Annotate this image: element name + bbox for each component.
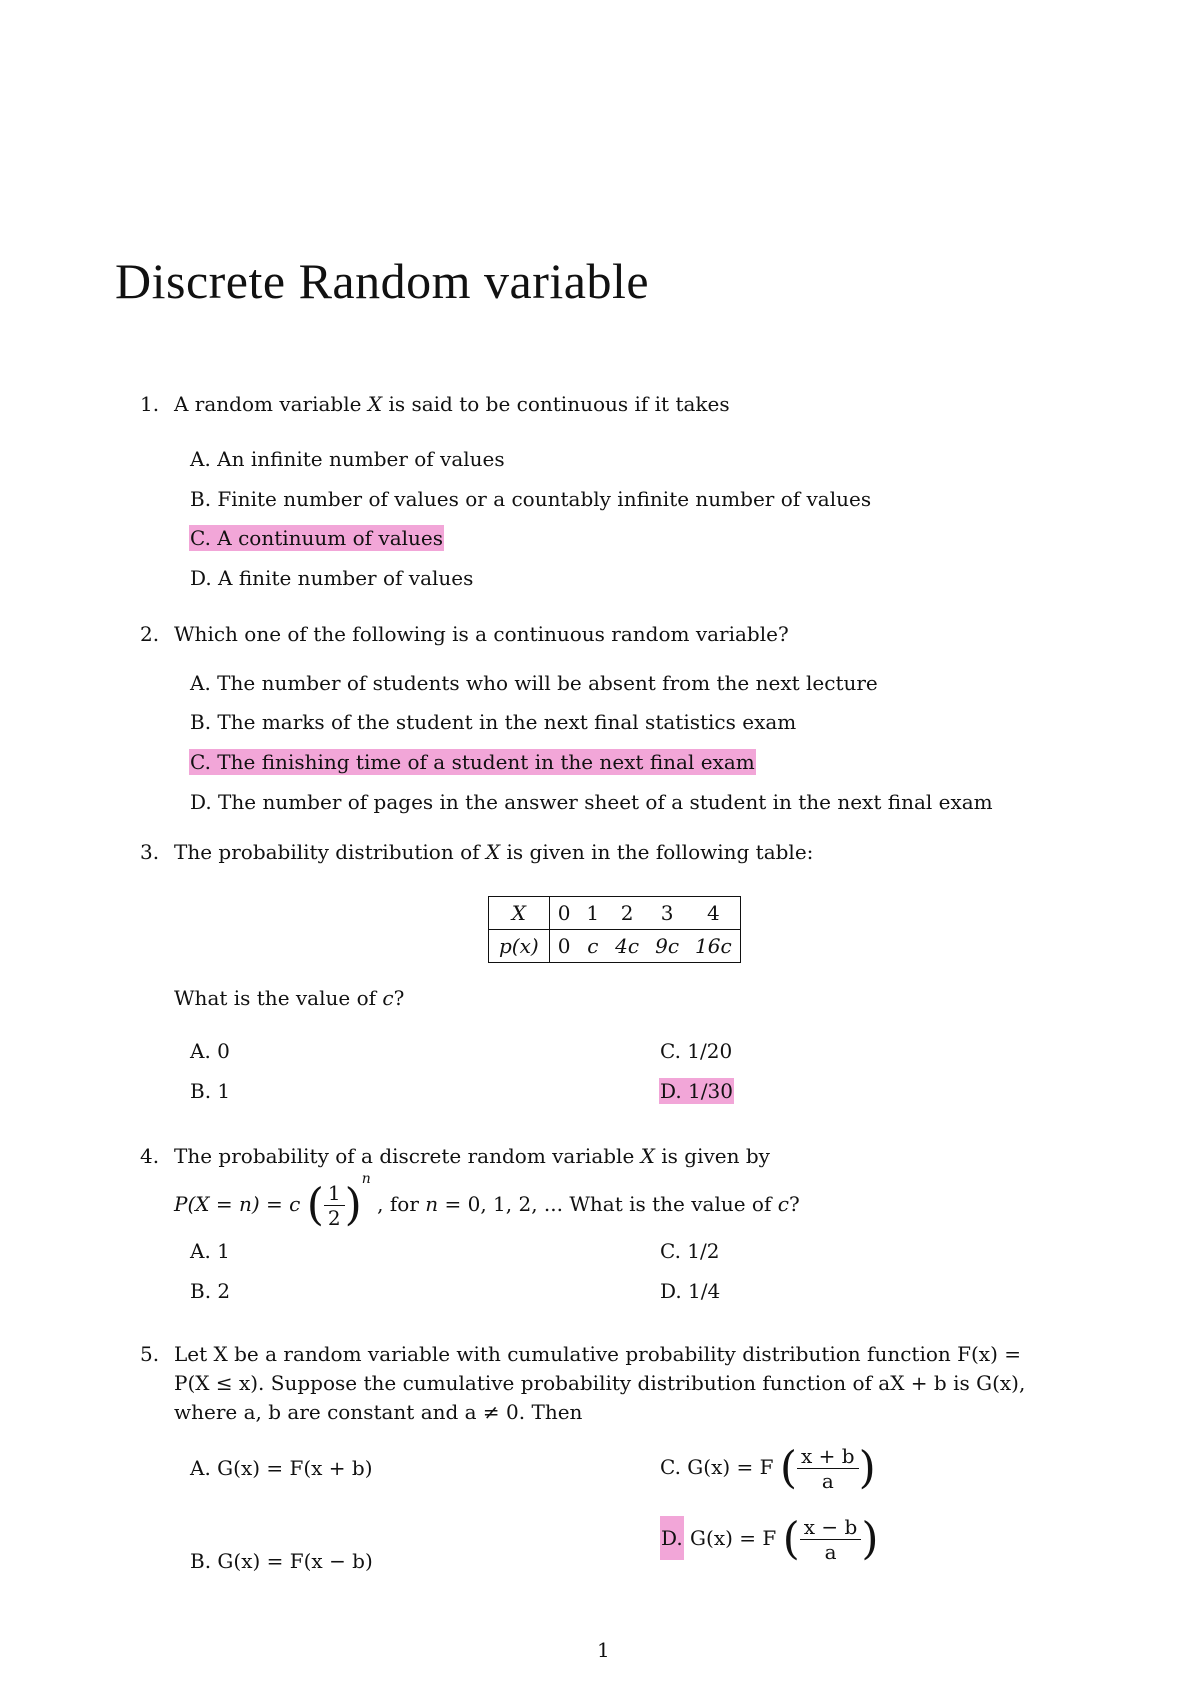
table-row bbox=[489, 930, 741, 963]
question-number: 4. bbox=[140, 1144, 160, 1168]
q5-option-a: A. G(x) = F(x + b) bbox=[190, 1456, 373, 1480]
question-number: 1. bbox=[140, 392, 160, 416]
table-cell: 2 bbox=[607, 897, 647, 930]
q3-question-line: What is the value of c? bbox=[174, 986, 405, 1010]
q3-option-b: B. 1 bbox=[190, 1079, 231, 1103]
table-cell: 16c bbox=[687, 930, 740, 963]
q2-option-c-highlighted: C. The finishing time of a student in the next final exam bbox=[190, 750, 755, 774]
probability-table bbox=[488, 896, 741, 963]
table-cell: 4 bbox=[687, 897, 740, 930]
q5-option-b: B. G(x) = F(x − b) bbox=[190, 1549, 373, 1573]
q4-option-d: D. 1/4 bbox=[660, 1279, 721, 1303]
question-stem: The probability of a discrete random variable X is given by bbox=[174, 1144, 770, 1168]
fraction: $\frac{x + b}{a}$ bbox=[797, 1444, 859, 1493]
table-cell: c bbox=[578, 930, 607, 963]
q4-formula: P(X = n) = c ( $\frac{1}{2}$ )$^n$ , for n = 0, 1, 2, ... What is the value of c? bbox=[174, 1171, 800, 1231]
page-title: Discrete Random variable bbox=[115, 253, 650, 309]
q2-option-b: B. The marks of the student in the next final statistics exam bbox=[190, 710, 797, 734]
fraction: $\frac{x - b}{a}$ bbox=[800, 1515, 862, 1564]
table-cell: 0 bbox=[549, 897, 578, 930]
q1-option-d: D. A finite number of values bbox=[190, 566, 474, 590]
question-stem: The probability distribution of X is given in the following table: bbox=[174, 840, 814, 864]
question-number: 2. bbox=[140, 622, 160, 646]
q4-option-a: A. 1 bbox=[190, 1239, 230, 1263]
fraction: $\frac{1}{2}$ bbox=[324, 1181, 345, 1230]
table-cell: 0 bbox=[549, 930, 578, 963]
table-row bbox=[489, 897, 741, 930]
q1-option-c-highlighted: C. A continuum of values bbox=[190, 526, 444, 550]
table-cell: 1 bbox=[578, 897, 607, 930]
q4-option-c: C. 1/2 bbox=[660, 1239, 720, 1263]
q2-option-a: A. The number of students who will be absent from the next lecture bbox=[190, 671, 878, 695]
q1-option-b: B. Finite number of values or a countably infinite number of values bbox=[190, 487, 872, 511]
q3-option-d-highlighted: D. 1/30 bbox=[660, 1079, 733, 1103]
q5-option-c: C. G(x) = F ( $\frac{x + b}{a}$ ) bbox=[660, 1442, 876, 1494]
question-stem-line-3: where a, b are constant and a ≠ 0. Then bbox=[174, 1400, 583, 1424]
question-stem-line-2: P(X ≤ x). Suppose the cumulative probability distribution function of aX + b is G(x), bbox=[174, 1371, 1026, 1395]
question-stem: Which one of the following is a continuous random variable? bbox=[174, 622, 789, 646]
q1-option-a: A. An infinite number of values bbox=[190, 447, 505, 471]
question-stem: A random variable X is said to be continuous if it takes bbox=[174, 392, 730, 416]
q4-option-b: B. 2 bbox=[190, 1279, 231, 1303]
table-cell: 4c bbox=[607, 930, 647, 963]
table-header-cell: p(x) bbox=[489, 930, 550, 963]
q5-option-d-highlighted: D. G(x) = F ( $\frac{x - b}{a}$ ) bbox=[661, 1513, 879, 1565]
q3-option-c: C. 1/20 bbox=[660, 1039, 733, 1063]
page-number: 1 bbox=[597, 1638, 610, 1662]
question-number: 3. bbox=[140, 840, 160, 864]
table-cell: 9c bbox=[647, 930, 687, 963]
question-number: 5. bbox=[140, 1342, 160, 1366]
question-stem-line-1: Let X be a random variable with cumulative probability distribution function F(x) = bbox=[174, 1342, 1022, 1366]
q3-option-a: A. 0 bbox=[190, 1039, 230, 1063]
q2-option-d: D. The number of pages in the answer sheet of a student in the next final exam bbox=[190, 790, 993, 814]
table-header-cell: X bbox=[489, 897, 550, 930]
table-cell: 3 bbox=[647, 897, 687, 930]
